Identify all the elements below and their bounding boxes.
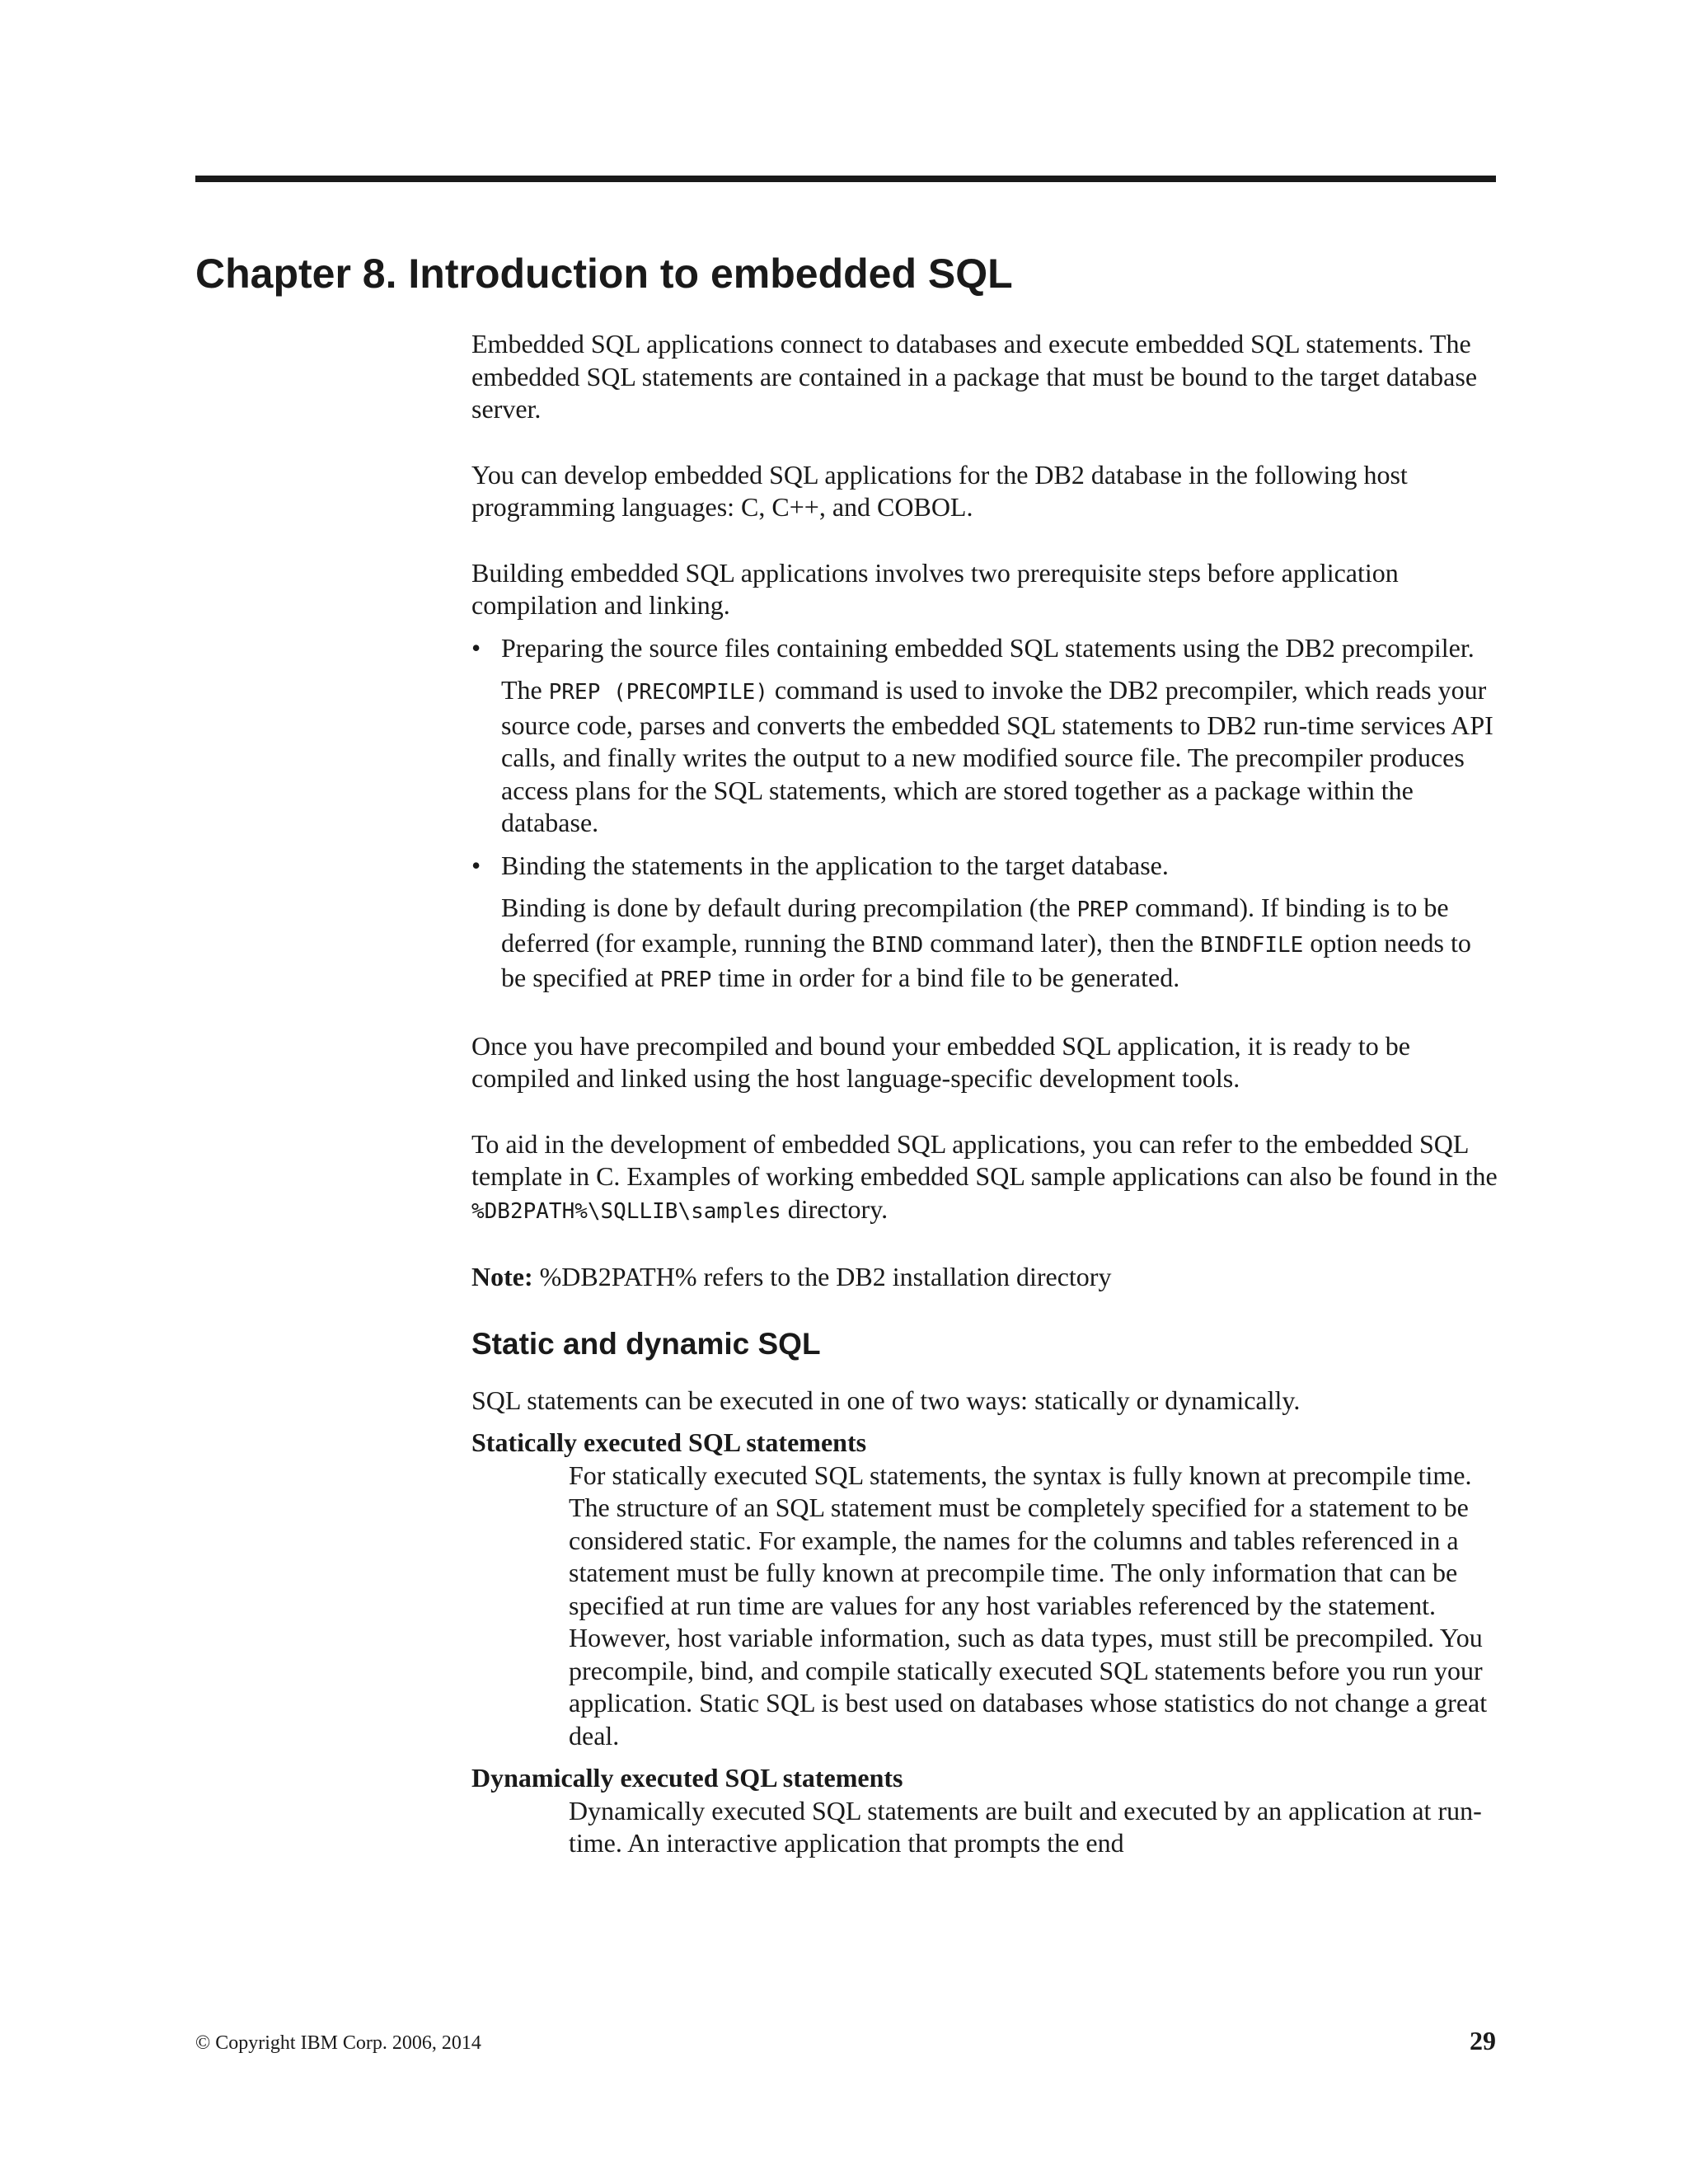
inline-code: PREP	[1076, 898, 1129, 922]
list-item	[471, 850, 1502, 997]
list-item-detail: The PREP (PRECOMPILE) command is used to invoke the DB2 precompiler, which reads your source code, parses and converts the embedded SQL statements to DB2 run-time services API calls, and finally writes the output to a new modified source file. The precompiler produces access plans for the SQL statements, which are stored together as a package within the database.	[501, 675, 1493, 837]
dynamic-description: Dynamically executed SQL statements are built and executed by an application at run-time. An interactive application that prompts the end	[569, 1795, 1482, 1858]
note-label: Note:	[471, 1262, 533, 1291]
chapter-title: Chapter 8. Introduction to embedded SQL	[195, 251, 1013, 297]
intro-paragraph-2: You can develop embedded SQL applications for the DB2 database in the following host programming languages: C, C++, and COBOL.	[471, 459, 1408, 522]
samples-path: %DB2PATH%\SQLLIB\samples	[471, 1198, 781, 1224]
intro-paragraph-1: Embedded SQL applications connect to databases and execute embedded SQL statements. The embedded SQL statements are contained in a package that must be bound to the target database server.	[471, 329, 1478, 424]
note-text: %DB2PATH% refers to the DB2 installation directory	[532, 1262, 1112, 1291]
inline-code: BINDFILE	[1200, 932, 1304, 958]
copyright-footer: © Copyright IBM Corp. 2006, 2014	[195, 2032, 481, 2054]
bullet-marker: •	[471, 632, 481, 663]
after-list-paragraph: Once you have precompiled and bound your embedded SQL application, it is ready to be compiled and linked using the host language-specific development tools.	[471, 1030, 1410, 1093]
inline-code: PREP (PRECOMPILE)	[548, 680, 768, 705]
list-item	[471, 632, 1502, 840]
inline-code: BIND	[871, 932, 924, 958]
section-intro: SQL statements can be executed in one of two ways: statically or dynamically.	[471, 1385, 1301, 1415]
page-number: 29	[1470, 2026, 1496, 2055]
prerequisite-steps-list	[471, 632, 1502, 997]
body-text	[471, 328, 1502, 1860]
static-term: Statically executed SQL statements	[471, 1427, 867, 1457]
section-title: Static and dynamic SQL	[471, 1326, 821, 1361]
note	[471, 1261, 1502, 1294]
list-item-detail: Binding is done by default during precompilation (the PREP command). If binding is to be deferred (for example, running the BIND command later), then the BINDFILE option needs to be specified at PREP time in order for a bind file to be generated.	[501, 893, 1471, 992]
list-item-title: Preparing the source files containing embedded SQL statements using the DB2 precompiler.	[501, 632, 1475, 663]
samples-paragraph: To aid in the development of embedded SQL applications, you can refer to the embedded SQL template in C. Examples of working embedded SQL sample applications can also be found in the %DB2PATH%\SQLLIB\samples directory.	[471, 1128, 1498, 1224]
list-item-title: Binding the statements in the application to the target database.	[501, 850, 1169, 880]
bullet-marker: •	[471, 850, 481, 880]
intro-paragraph-3: Building embedded SQL applications involves two prerequisite steps before application compilation and linking.	[471, 557, 1399, 620]
top-rule	[195, 176, 1496, 182]
dynamic-term: Dynamically executed SQL statements	[471, 1763, 903, 1793]
static-description: For statically executed SQL statements, the syntax is fully known at precompile time. The structure of an SQL statement must be completely specified for a statement to be considered static. For example, the names for the columns and tables referenced in a statement must be fully known at precompile time. The only information that can be specified at run time are values for any host variables referenced by the statement. However, host variable information, such as data types, must still be precompiled. You precompile, bind, and compile statically executed SQL statements before you run your application. Static SQL is best used on databases whose statistics do not change a great deal.	[569, 1460, 1488, 1750]
inline-code: PREP	[659, 968, 712, 992]
